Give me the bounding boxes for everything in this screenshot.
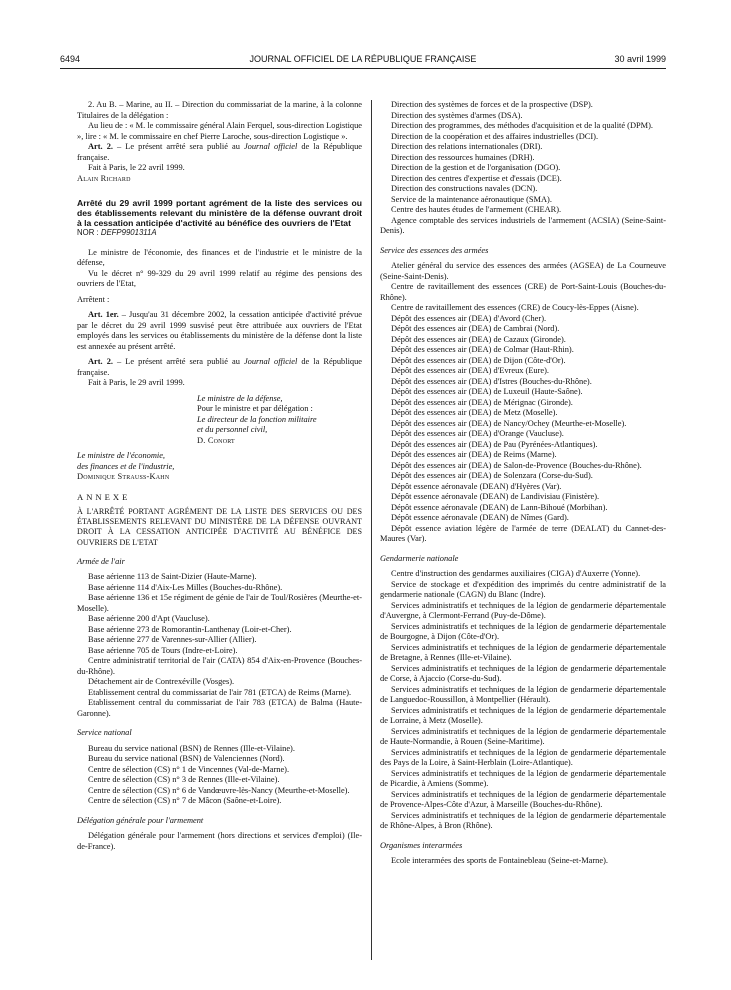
column-divider bbox=[371, 100, 372, 960]
list-item: Base aérienne 705 de Tours (Indre-et-Loire). bbox=[88, 645, 238, 655]
article-2-publication: Art. 2. – Le présent arrêté sera publié au Journal officiel de la République française. bbox=[77, 142, 362, 162]
list-item: Direction des ressources humaines (DRH). bbox=[391, 152, 535, 162]
list-item: Direction de la coopération et des affaires industrielles (DCI). bbox=[391, 131, 599, 141]
list-item: Centre de ravitaillement des essences (CRE) de Port-Saint-Louis (Bouches-du-Rhône). bbox=[380, 282, 666, 302]
article-label: Art. 1er. bbox=[88, 310, 119, 319]
list-item: Services administratifs et techniques de la légion de gendarmerie départementale de Lorraine, à Metz (Moselle). bbox=[380, 705, 666, 725]
list-item: Base aérienne 113 de Saint-Dizier (Haute-Marne). bbox=[88, 572, 257, 582]
signature-line: des finances et de l'industrie, bbox=[77, 461, 175, 471]
list-item: Services administratifs et techniques de la légion de gendarmerie départementale de Haute-Normandie, à Rouen (Seine-Maritime). bbox=[380, 726, 666, 746]
list-item: Direction de la gestion et de l'organisation (DGO). bbox=[391, 163, 561, 172]
list-item: Services administratifs et techniques de la légion de gendarmerie départementale des Pays de la Loire, à Saint-Herblain (Loire-Atlantique). bbox=[380, 747, 666, 767]
right-column bbox=[380, 100, 666, 867]
list-item: Services administratifs et techniques de la légion de gendarmerie départementale de Languedoc-Roussillon, à Montpellier (Hérault). bbox=[380, 684, 666, 704]
journal-title: JOURNAL OFFICIEL DE LA RÉPUBLIQUE FRANÇAISE bbox=[249, 54, 477, 64]
list-item: Atelier général du service des essences des armées (AGSEA) de La Courneuve (Seine-Saint-Denis). bbox=[380, 261, 666, 281]
header-rule bbox=[60, 68, 666, 69]
page-number: 6494 bbox=[60, 54, 81, 64]
list-item: Direction des relations internationales (DRI). bbox=[391, 142, 543, 151]
section-heading: Délégation générale pour l'armement bbox=[77, 815, 204, 825]
list-item: Services administratifs et techniques de la légion de gendarmerie départementale de Picardie, à Amiens (Somme). bbox=[380, 768, 666, 788]
list-item: Base aérienne 277 de Varennes-sur-Allier (Allier). bbox=[88, 635, 257, 645]
nor-reference: NOR : DEFP9901311A bbox=[77, 228, 157, 237]
list-item: Dépôt des essences air (DEA) de Dijon (Côte-d'Or). bbox=[391, 355, 566, 365]
list-item: Dépôt essence aéronavale (DEAN) d'Hyères (Var). bbox=[391, 481, 562, 491]
signature-line: Pour le ministre et par délégation : bbox=[197, 404, 313, 413]
list-item: Dépôt des essences air (DEA) de Nancy/Ochey (Meurthe-et-Moselle). bbox=[391, 418, 627, 428]
list-item: Direction des programmes, des méthodes d'acquisition et de la qualité (DPM). bbox=[391, 121, 654, 130]
list-item: Dépôt essence aviation légère de l'armée de terre (DEALAT) du Cannet-des-Maures (Var). bbox=[380, 523, 666, 543]
list-item: Direction des systèmes de forces et de la prospective (DSP). bbox=[391, 100, 593, 109]
section-heading: Service national bbox=[77, 728, 132, 738]
erratum-correction: Au lieu de : « M. le commissaire général Alain Ferquel, sous-direction Logistique », lire : « M. le commissaire en chef Pierre Laroche, sous-direction Logistique ». bbox=[77, 121, 362, 141]
fait-a-paris: Fait à Paris, le 29 avril 1999. bbox=[88, 378, 185, 387]
fait-a-paris: Fait à Paris, le 22 avril 1999. bbox=[88, 163, 185, 172]
list-item: Dépôt des essences air (DEA) d'Avord (Cher). bbox=[391, 313, 547, 323]
list-item: Direction des systèmes d'armes (DSA). bbox=[391, 110, 523, 120]
list-item: Dépôt des essences air (DEA) de Pau (Pyrénées-Atlantiques). bbox=[391, 439, 598, 449]
ministers-preamble: Le ministre de l'économie, des finances et de l'industrie et le ministre de la défense, bbox=[77, 247, 362, 267]
issue-date: 30 avril 1999 bbox=[614, 54, 666, 64]
list-item: Services administratifs et techniques de la légion de gendarmerie départementale de Bourgogne, à Dijon (Côte-d'Or). bbox=[380, 621, 666, 641]
annexe-title: À L'ARRÊTÉ PORTANT AGRÉMENT DE LA LISTE DES SERVICES OU DES ÉTABLISSEMENTS RELEVANT DU MINISTÈRE DE LA DÉFENSE OUVRANT DROIT À LA CESSATION ANTICIPÉE D'ACTIVITÉ AU BÉNÉFICE DES OUVRIERS DE L'ETAT bbox=[77, 507, 362, 547]
signature-name: Dominique Strauss-Kahn bbox=[77, 472, 170, 481]
list-item: Ecole interarmées des sports de Fontainebleau (Seine-et-Marne). bbox=[391, 856, 608, 865]
list-item: Détachement air de Contrexéville (Vosges). bbox=[88, 677, 235, 687]
vu-clause: Vu le décret n° 99-329 du 29 avril 1999 relatif au régime des pensions des ouvriers de l'Etat, bbox=[77, 268, 362, 288]
list-item: Dépôt des essences air (DEA) de Metz (Moselle). bbox=[391, 408, 558, 417]
list-item: Centre de sélection (CS) n° 3 de Rennes (Ille-et-Vilaine). bbox=[88, 775, 280, 785]
list-item: Centre de sélection (CS) n° 1 de Vincennes (Val-de-Marne). bbox=[88, 764, 290, 774]
list-item: Centre de sélection (CS) n° 7 de Mâcon (Saône-et-Loire). bbox=[88, 796, 282, 806]
erratum-intro: 2. Au B. – Marine, au II. – Direction du commissariat de la marine, à la colonne Titulaires de la délégation : bbox=[77, 100, 362, 120]
list-item: Services administratifs et techniques de la légion de gendarmerie départementale d'Auvergne, à Clermont-Ferrand (Puy-de-Dôme). bbox=[380, 600, 666, 620]
list-item: Service de stockage et d'expédition des imprimés du centre administratif de la gendarmerie nationale (CAGN) du Blanc (Indre). bbox=[380, 579, 666, 599]
list-item: Dépôt essence aéronavale (DEAN) de Lann-Bihoué (Morbihan). bbox=[391, 502, 608, 512]
list-item: Centre de sélection (CS) n° 6 de Vandœuvre-lès-Nancy (Meurthe-et-Moselle). bbox=[88, 785, 350, 795]
article-1: Art. 1er. – Jusqu'au 31 décembre 2002, la cessation anticipée d'activité prévue par le décret du 29 avril 1999 susvisé peut être attribuée aux ouvriers de l'Etat employés dans les services ou établissements du ministère de la défense dont la liste est annexée au présent arrêté. bbox=[77, 310, 362, 351]
list-item: Base aérienne 114 d'Aix-Les Milles (Bouches-du-Rhône). bbox=[88, 582, 283, 592]
list-item: Dépôt des essences air (DEA) de Colmar (Haut-Rhin). bbox=[391, 345, 574, 354]
decree-title: Arrêté du 29 avril 1999 portant agrément de la liste des services ou des établissements relevant du ministère de la défense ouvrant droit à la cessation anticipée d'activité au bénéfice des ouvriers de l'Etat bbox=[77, 198, 362, 228]
article-2: Art. 2. – Le présent arrêté sera publié au Journal officiel de la République française. bbox=[77, 357, 362, 377]
signature-line: Le ministre de l'économie, bbox=[77, 451, 166, 460]
list-item: Services administratifs et techniques de la légion de gendarmerie départementale de Rhône-Alpes, à Bron (Rhône). bbox=[380, 810, 666, 830]
list-item: Dépôt des essences air (DEA) de Cazaux (Gironde). bbox=[391, 334, 566, 344]
list-item: Dépôt des essences air (DEA) de Luxeuil (Haute-Saône). bbox=[391, 387, 583, 396]
list-item: Délégation générale pour l'armement (hors directions et services d'emploi) (Ile-de-France). bbox=[77, 831, 362, 851]
signature-line: Le ministre de la défense, bbox=[197, 393, 283, 403]
list-item: Direction des constructions navales (DCN). bbox=[391, 184, 538, 193]
list-item: Dépôt des essences air (DEA) de Solenzara (Corse-du-Sud). bbox=[391, 471, 593, 480]
list-item: Centre d'instruction des gendarmes auxiliaires (CIGA) d'Auxerre (Yonne). bbox=[391, 569, 641, 578]
list-item: Centre administratif territorial de l'air (CATA) 854 d'Aix-en-Provence (Bouches-du-Rhône). bbox=[77, 656, 362, 676]
list-item: Dépôt des essences air (DEA) d'Evreux (Eure). bbox=[391, 366, 550, 375]
arretent: Arrêtent : bbox=[77, 294, 110, 304]
section-heading: Armée de l'air bbox=[77, 556, 125, 566]
list-item: Services administratifs et techniques de la légion de gendarmerie départementale de Bretagne, à Rennes (Ille-et-Vilaine). bbox=[380, 642, 666, 662]
list-item: Services administratifs et techniques de la légion de gendarmerie départementale de Corse, à Ajaccio (Corse-du-Sud). bbox=[380, 663, 666, 683]
list-item: Dépôt des essences air (DEA) d'Orange (Vaucluse). bbox=[391, 429, 564, 438]
list-item: Base aérienne 273 de Romorantin-Lanthenay (Loir-et-Cher). bbox=[88, 624, 292, 634]
section-heading: Organismes interarmées bbox=[380, 840, 463, 850]
page-header bbox=[60, 54, 666, 68]
article-label: Art. 2. bbox=[88, 357, 113, 366]
list-item: Dépôt des essences air (DEA) de Reims (Marne). bbox=[391, 450, 557, 459]
list-item: Centre des hautes études de l'armement (CHEAR). bbox=[391, 205, 562, 214]
list-item: Agence comptable des services industriels de l'armement (ACSIA) (Seine-Saint-Denis). bbox=[380, 215, 666, 235]
list-item: Direction des centres d'expertise et d'essais (DCE). bbox=[391, 173, 562, 183]
list-item: Bureau du service national (BSN) de Rennes (Ille-et-Vilaine). bbox=[88, 743, 295, 753]
list-item: Service de la maintenance aéronautique (SMA). bbox=[391, 194, 552, 204]
signature-name: Alain Richard bbox=[77, 173, 131, 183]
list-item: Dépôt essence aéronavale (DEAN) de Landivisiau (Finistère). bbox=[391, 492, 600, 501]
list-item: Centre de ravitaillement des essences (CRE) de Coucy-lès-Eppes (Aisne). bbox=[391, 303, 639, 312]
list-item: Dépôt essence aéronavale (DEAN) de Nîmes (Gard). bbox=[391, 513, 569, 522]
signature-name: D. Conort bbox=[197, 435, 235, 445]
list-item: Dépôt des essences air (DEA) d'Istres (Bouches-du-Rhône). bbox=[391, 376, 592, 386]
list-item: Dépôt des essences air (DEA) de Salon-de-Provence (Bouches-du-Rhône). bbox=[391, 460, 642, 470]
left-column bbox=[77, 100, 362, 852]
list-item: Etablissement central du commissariat de l'air 783 (ETCA) de Balma (Haute-Garonne). bbox=[77, 698, 362, 718]
list-item: Base aérienne 200 d'Apt (Vaucluse). bbox=[88, 614, 210, 624]
signature-line: Le directeur de la fonction militaire bbox=[197, 414, 317, 424]
list-item: Dépôt des essences air (DEA) de Mérignac (Gironde). bbox=[391, 397, 573, 407]
section-heading: Service des essences des armées bbox=[380, 245, 489, 255]
section-heading: Gendarmerie nationale bbox=[380, 553, 459, 563]
list-item: Etablissement central du commissariat de l'air 781 (ETCA) de Reims (Marne). bbox=[88, 687, 352, 697]
list-item: Bureau du service national (BSN) de Valenciennes (Nord). bbox=[88, 754, 285, 764]
list-item: Services administratifs et techniques de la légion de gendarmerie départementale de Provence-Alpes-Côte d'Azur, à Marseille (Bouches-du-Rhône). bbox=[380, 789, 666, 809]
signature-line: et du personnel civil, bbox=[197, 425, 268, 434]
article-label: Art. 2. bbox=[88, 142, 113, 151]
list-item: Dépôt des essences air (DEA) de Cambrai (Nord). bbox=[391, 324, 560, 333]
list-item: Base aérienne 136 et 15e régiment de génie de l'air de Toul/Rosières (Meurthe-et-Moselle). bbox=[77, 593, 362, 613]
annexe-heading: ANNEXE bbox=[77, 491, 131, 502]
